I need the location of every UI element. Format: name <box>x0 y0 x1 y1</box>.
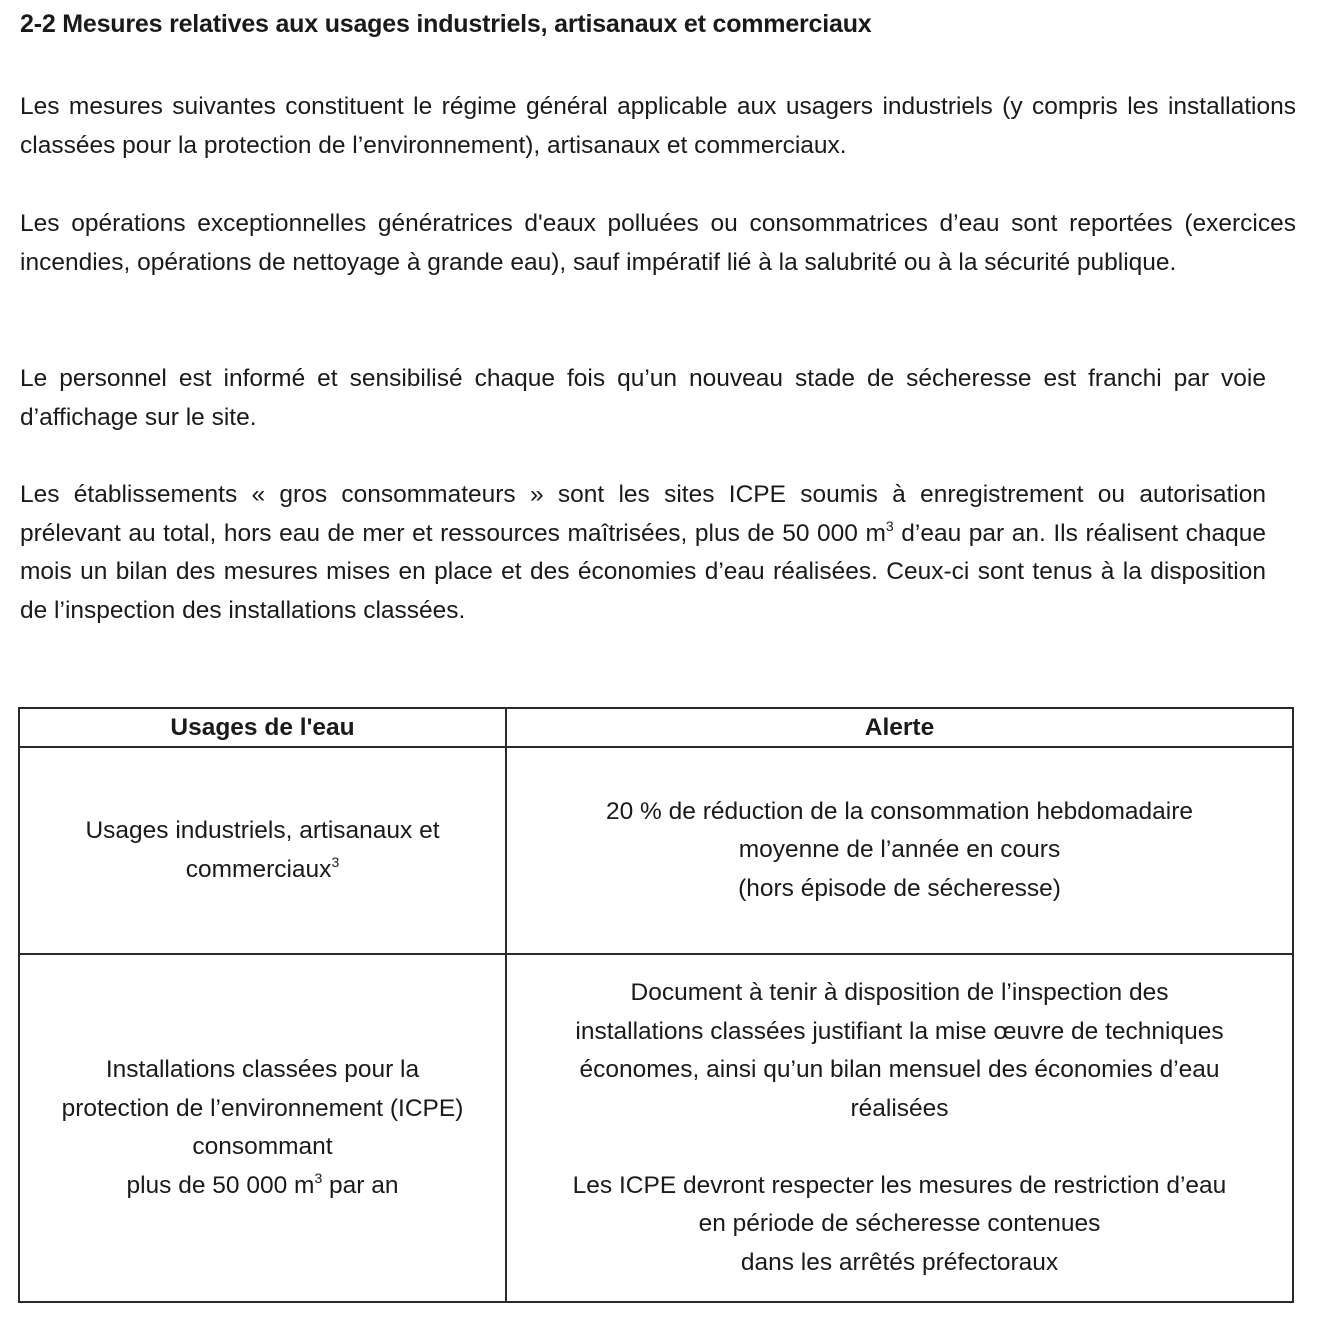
alerte-cell-line: Document à tenir à disposition de l’inspection des <box>630 979 1169 1006</box>
usage-cell-text: plus de 50 000 m <box>126 1171 315 1199</box>
paragraph-staff-information: Le personnel est informé et sensibilisé chaque fois qu’un nouveau stade de sécheresse est franchi par voie d’affichage sur le site. <box>20 365 1266 431</box>
cubic-superscript: 3 <box>314 1169 323 1186</box>
table-row <box>19 954 1293 1302</box>
table-header-row <box>19 708 1293 747</box>
usage-cell-line: Installations classées pour la <box>105 1056 420 1083</box>
cubic-superscript: 3 <box>885 517 894 534</box>
usage-cell-text: par an <box>322 1171 399 1199</box>
alerte-cell-industrial <box>506 747 1293 954</box>
usage-cell-industrial <box>19 747 506 954</box>
usage-cell-line: protection de l’environnement (ICPE) <box>61 1094 464 1122</box>
usage-cell-icpe <box>19 954 506 1302</box>
usage-cell-line <box>26 1167 499 1206</box>
alerte-cell-line: installations classées justifiant la mise œuvre de techniques <box>575 1017 1224 1045</box>
alerte-cell-icpe <box>506 954 1293 1302</box>
alerte-cell-line: économes, ainsi qu’un bilan mensuel des économies d’eau <box>579 1056 1220 1083</box>
section-heading: 2-2 Mesures relatives aux usages industriels, artisanaux et commerciaux <box>20 10 872 38</box>
alerte-cell-line: dans les arrêtés préfectoraux <box>740 1248 1059 1276</box>
header-alerte: Alerte <box>506 708 1293 747</box>
blank-line <box>513 1128 1286 1167</box>
paragraph-large-consumers-part1: Les établissements « gros consommateurs » sont les sites ICPE soumis à enregistrement ou autorisation prélevant au total, hors eau de mer et ressources maîtrisées, plus de 50 000 m <box>20 481 1266 547</box>
alerte-cell-line: Les ICPE devront respecter les mesures de restriction d’eau <box>572 1171 1227 1199</box>
footnote-marker: 3 <box>331 853 340 870</box>
header-usages: Usages de l'eau <box>19 708 506 747</box>
alerte-cell-line: moyenne de l’année en cours <box>738 836 1061 864</box>
water-usage-table <box>18 707 1294 1303</box>
usage-cell-line: consommant <box>192 1133 333 1160</box>
paragraph-large-consumers-part2: d’eau par an. Ils réalisent chaque mois un bilan des mesures mises en place et des économies d’eau réalisées. Ceux-ci sont tenus à la disposition de l’inspection des installations classées. <box>20 519 1266 624</box>
alerte-cell-line: (hors épisode de sécheresse) <box>738 874 1061 902</box>
usage-cell-line: Usages industriels, artisanaux et <box>85 817 440 844</box>
paragraph-exceptional-operations: Les opérations exceptionnelles génératrices d'eaux polluées ou consommatrices d’eau sont reportées (exercices incendies, opérations de nettoyage à grande eau), sauf impératif lié à la salubrité ou à la sécurité publique. <box>20 210 1296 276</box>
alerte-cell-line: réalisées <box>850 1094 949 1122</box>
paragraph-large-consumers <box>20 476 1266 630</box>
table-row <box>19 747 1293 954</box>
alerte-cell-line: 20 % de réduction de la consommation hebdomadaire <box>605 797 1193 825</box>
usage-cell-text: commerciaux <box>185 855 332 883</box>
usage-cell-line <box>26 851 499 890</box>
paragraph-general-regime: Les mesures suivantes constituent le régime général applicable aux usagers industriels (y compris les installations classées pour la protection de l’environnement), artisanaux et commerciaux. <box>20 93 1296 159</box>
alerte-cell-line: en période de sécheresse contenues <box>698 1210 1101 1237</box>
